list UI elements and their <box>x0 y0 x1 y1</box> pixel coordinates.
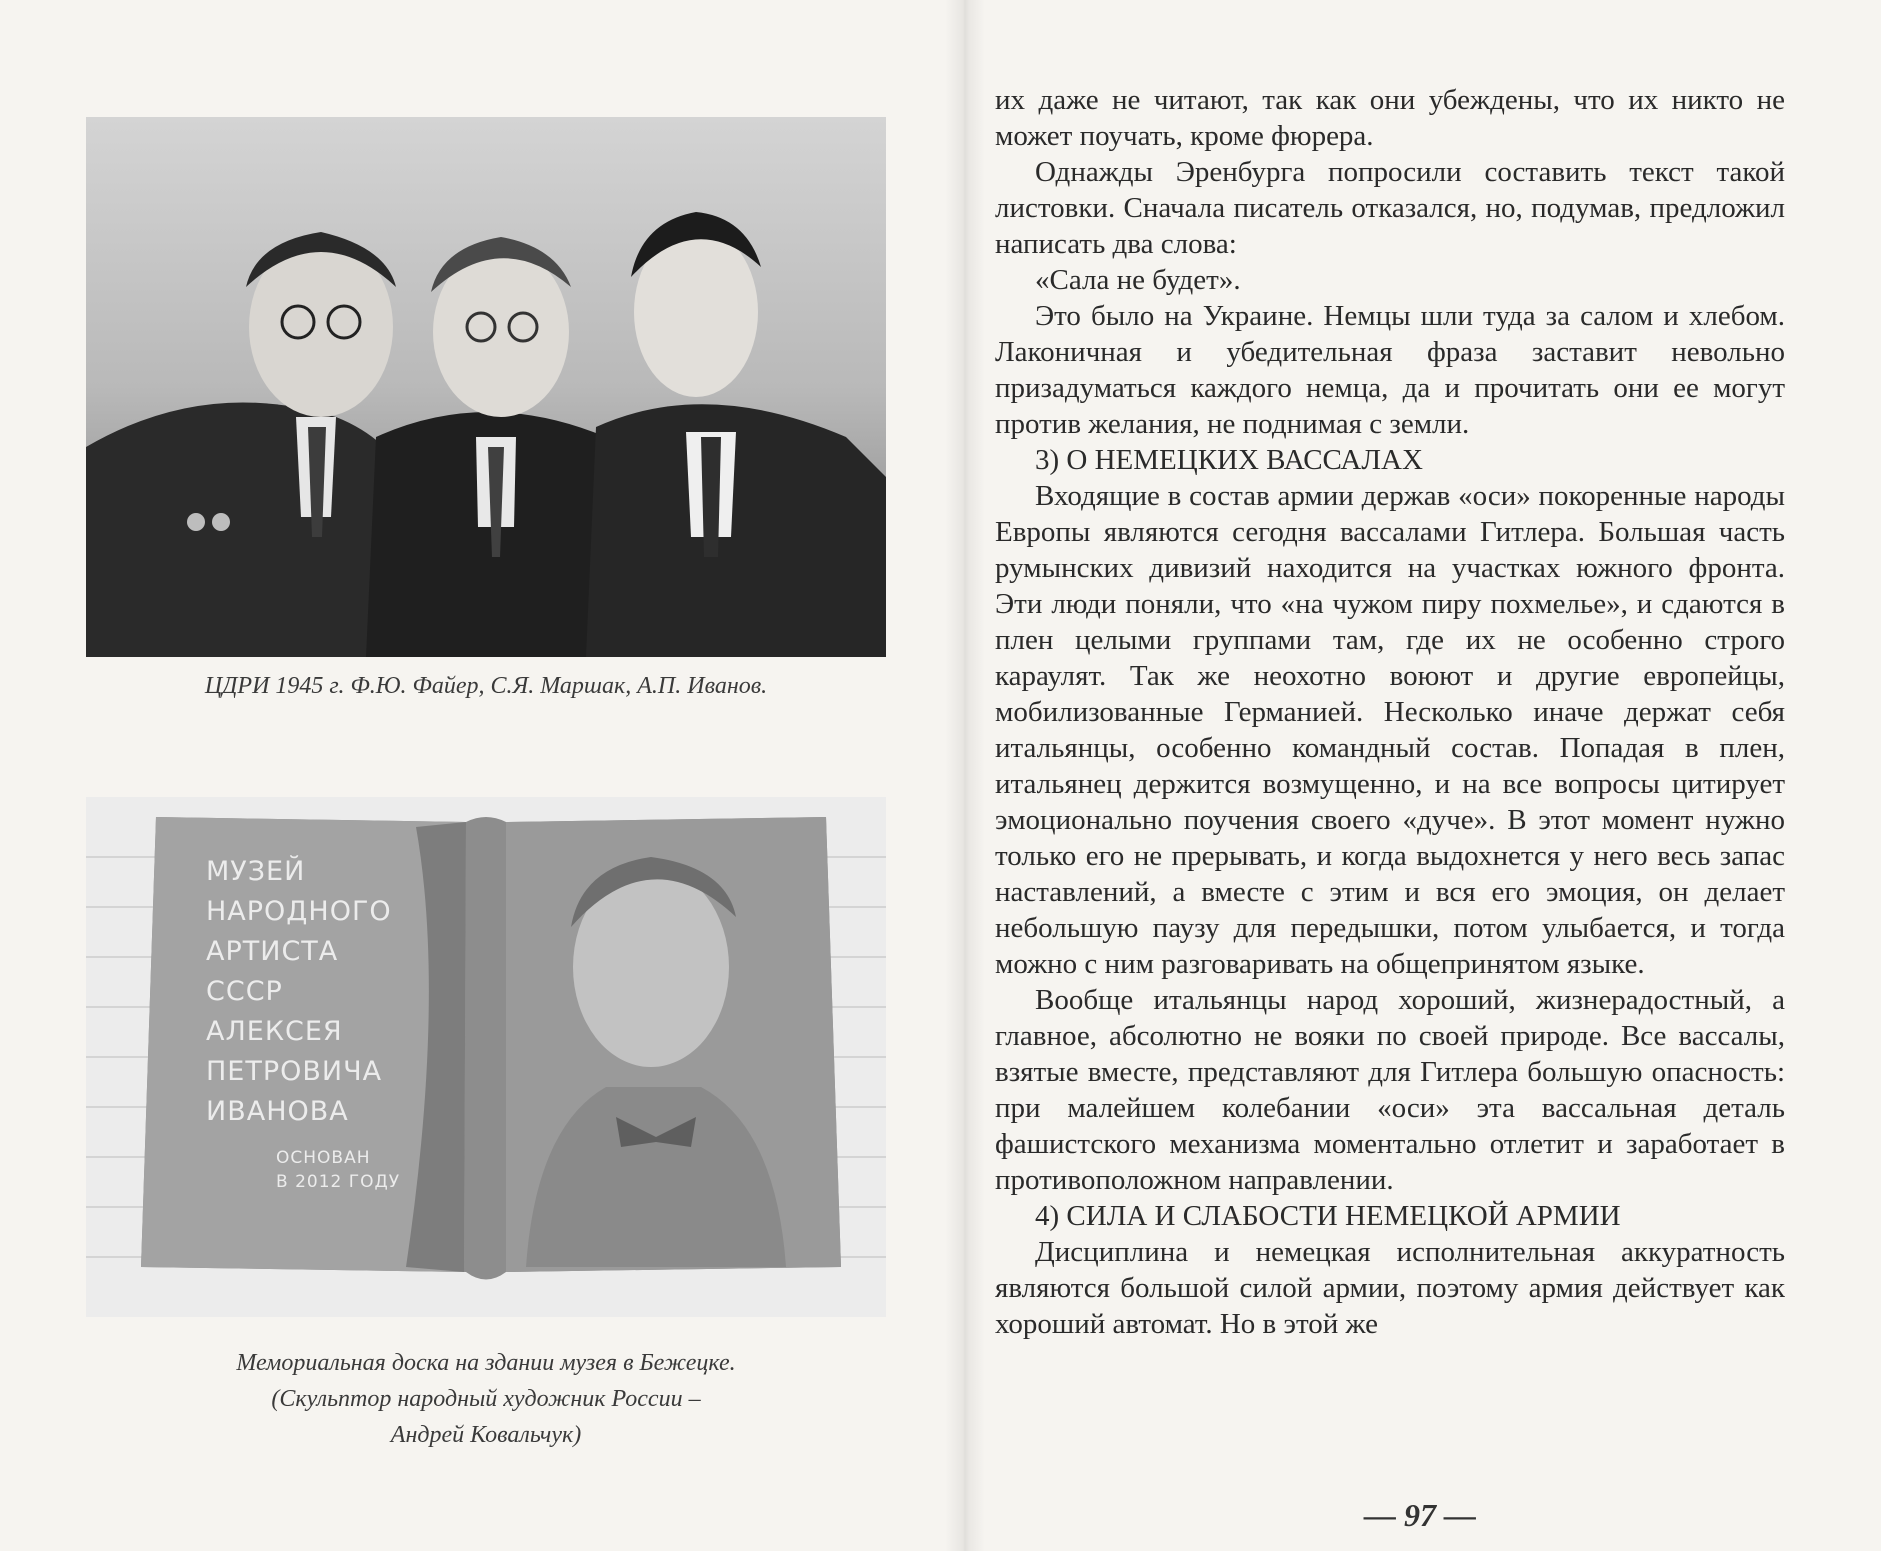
plaque-line: СССР <box>206 976 283 1007</box>
paragraph: Дисциплина и немецкая исполнительная аккуратность являются большой силой армии, поэтому армия действует как хороший автомат. Но в этой же <box>995 1236 1785 1340</box>
plaque-small-line: В 2012 ГОДУ <box>276 1172 401 1192</box>
photo-three-men <box>86 117 886 657</box>
page-gutter <box>945 0 985 1551</box>
plaque-line: МУЗЕЙ <box>206 856 306 887</box>
plaque-line: ИВАНОВА <box>206 1096 349 1127</box>
photo-memorial-plaque <box>86 797 886 1317</box>
paragraph: их даже не читают, так как они убеждены, что их никто не может поучать, кроме фюрера. <box>995 84 1785 152</box>
plaque-small-text <box>206 1146 426 1194</box>
plaque-line: АЛЕКСЕЯ <box>206 1016 343 1047</box>
paragraph: Однажды Эренбурга попросили составить текст такой листовки. Сначала писатель отказался, но, подумав, предложил написать два слова: <box>995 156 1785 260</box>
caption-line: (Скульптор народный художник России – <box>271 1386 701 1412</box>
page-number: — 97 — <box>1364 1497 1476 1533</box>
paragraph: Это было на Украине. Немцы шли туда за салом и хлебом. Лаконичная и убедительная фраза заставит невольно призадуматься каждого немца, да и прочитать они ее могут против желания, не поднимая с земли. <box>995 300 1785 440</box>
plaque-line: НАРОДНОГО <box>206 896 392 927</box>
photo-caption-2 <box>86 1345 886 1453</box>
paragraph: «Сала не будет». <box>1035 264 1241 296</box>
main-text-column <box>995 82 1785 1342</box>
plaque-text <box>206 852 426 1194</box>
plaque-small-line: ОСНОВАН <box>276 1148 371 1168</box>
section-heading: 3) О НЕМЕЦКИХ ВАССАЛАХ <box>1035 444 1423 476</box>
caption-line: Андрей Ковальчук) <box>390 1422 582 1448</box>
caption-line: Мемориальная доска на здании музея в Бежецке. <box>236 1350 736 1376</box>
plaque-line: АРТИСТА <box>206 936 339 967</box>
photo-three-men-icon <box>86 117 886 657</box>
section-heading: 4) СИЛА И СЛАБОСТИ НЕМЕЦКОЙ АРМИИ <box>1035 1200 1621 1232</box>
paragraph: Входящие в состав армии держав «оси» покоренные народы Европы являются сегодня вассалами Гитлера. Большая часть румынских дивизий находится на участках южного фронта. Эти люди поняли, что «на чужом пиру похмелье», и сдаются в плен целыми группами там, где их не особенно строго караулят. Так же неохотно воюют и другие европейцы, мобилизованные Германией. Несколько иначе держат себя итальянцы, особенно командный состав. Попадая в плен, итальянец держится возмущенно, и на все вопросы цитирует эмоционально поучения своего «дуче». В этот момент нужно только его не прерывать, и когда выдохнется у него весь запас наставлений, а вместе с этим и вся его эмоция, он делает небольшую паузу для передышки, потом улыбается, и тогда можно с ним разговаривать на общепринятом языке. <box>995 480 1785 980</box>
plaque-line: ПЕТРОВИЧА <box>206 1056 383 1087</box>
photo-caption-1: ЦДРИ 1945 г. Ф.Ю. Файер, С.Я. Маршак, А.П. Иванов. <box>204 673 768 699</box>
paragraph: Вообще итальянцы народ хороший, жизнерадостный, а главное, абсолютно не вояки по своей природе. Все вассалы, взятые вместе, представляют для Гитлера большую опасность: при малейшем колебании «оси» эта вассальная деталь фашистского механизма моментально отлетит и заработает в противоположном направлении. <box>995 984 1785 1196</box>
